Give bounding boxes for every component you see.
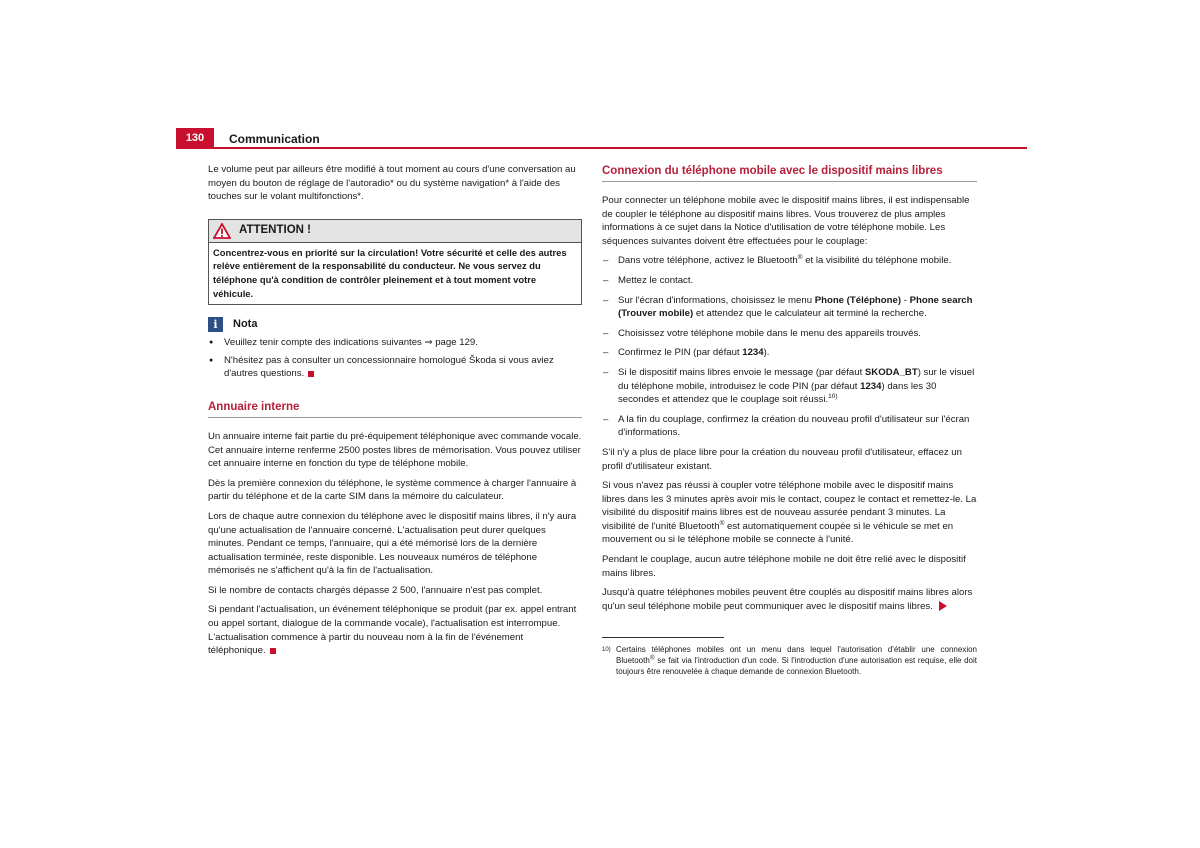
footnote-rule bbox=[602, 637, 724, 638]
pairing-steps bbox=[602, 254, 977, 440]
info-icon: i bbox=[208, 317, 223, 332]
end-marker-icon bbox=[270, 648, 276, 654]
note-item: ● N'hésitez pas à consulter un concessionnaire homologué Škoda si vous aviez d'autres questions. bbox=[208, 354, 582, 381]
footnote-text: Certains téléphones mobiles ont un menu dans lequel l'autorisation d'établir une connexion Bluetooth® se fait via l'introduction d'un code. Si l'introduction d'une autorisation est requise, elle doit toujours être renouvelée à chaque demande de connexion Bluetooth. bbox=[616, 645, 977, 676]
list-item: – Si le dispositif mains libres envoie le message (par défaut SKODA_BT) sur le visuel du téléphone mobile, introduisez le code PIN (par défaut 1234) dans les 30 secondes et attendez que le couplage soit réussi.$^{10)}$ bbox=[602, 366, 977, 407]
warning-triangle-icon bbox=[213, 223, 231, 239]
page-header bbox=[176, 128, 1027, 149]
footnote bbox=[602, 645, 977, 677]
list-item: – Sur l'écran d'informations, choisissez le menu Phone (Téléphone) - Phone search (Trouver mobile) et attendez que le calculateur ait terminé la recherche. bbox=[602, 294, 977, 321]
warning-header bbox=[209, 220, 581, 243]
volume-paragraph: Le volume peut par ailleurs être modifié à tout moment au cours d'une conversation au moyen du bouton de réglage de l'autoradio* ou du système navigation* à l'aide des touches sur le volant multifonctions*. bbox=[208, 164, 576, 203]
continue-arrow-icon bbox=[939, 601, 947, 611]
note-title: Nota bbox=[233, 317, 258, 330]
list-item: – Choisissez votre téléphone mobile dans le menu des appareils trouvés. bbox=[602, 327, 977, 341]
footnote-ref: 10) bbox=[828, 392, 838, 400]
profile-paragraph: S'il n'y a plus de place libre pour la création du nouveau profil d'utilisateur, effacez un profil d'utilisateur existant. bbox=[602, 446, 962, 472]
annuaire-paragraph: Dès la première connexion du téléphone, le système commence à charger l'annuaire à partir du téléphone et de la carte SIM dans la mémoire du calculateur. bbox=[208, 477, 577, 503]
list-item: – Dans votre téléphone, activez le Bluetooth® et la visibilité du téléphone mobile. bbox=[602, 254, 977, 268]
warning-box bbox=[208, 219, 582, 305]
four-phones-paragraph: Jusqu'à quatre téléphones mobiles peuvent être couplés au dispositif mains libres alors qu'un seul téléphone mobile peut communiquer avec le dispositif mains libres. bbox=[602, 587, 973, 612]
end-marker-icon bbox=[308, 371, 314, 377]
annuaire-paragraph: Si le nombre de contacts chargés dépasse 2 500, l'annuaire n'est pas complet. bbox=[208, 584, 543, 596]
annuaire-paragraph: Lors de chaque autre connexion du téléphone avec le dispositif mains libres, il n'y aura qu'une actualisation de l'annuaire concerné. L'actualisation peut durer quelques minutes. Pendant ce temps, l'annuaire, qui a été mémorisé lors de la dernière actualisation terminée, reste disponible. Les nouveaux numéros de téléphone mémorisés ne s'affichent qu'à la fin de l'actualisation. bbox=[208, 510, 577, 577]
annuaire-paragraph: Si pendant l'actualisation, un événement téléphonique se produit (par ex. appel entrant ou appel sortant, dialogue de la commande vocale), l'actualisation est interrompue. L'actualisation commence à partir du nouveau nom à la fin de l'événement téléphonique. bbox=[208, 604, 577, 657]
footnote-mark: 10) bbox=[602, 647, 611, 653]
note-item: ● Veuillez tenir compte des indications suivantes ⇒ page 129. bbox=[208, 336, 582, 350]
warning-title: ATTENTION ! bbox=[239, 223, 311, 236]
annuaire-paragraph: Un annuaire interne fait partie du pré-équipement téléphonique avec commande vocale. Cet annuaire interne renferme 2500 postes libres de mémorisation. Vous pouvez utiliser cet annuaire interne en fonction du type de téléphone mobile. bbox=[208, 430, 582, 470]
page-number: 130 bbox=[176, 128, 214, 149]
left-column bbox=[208, 163, 582, 664]
failure-paragraph: Si vous n'avez pas réussi à coupler votre téléphone mobile avec le dispositif mains libres dans les 3 minutes après avoir mis le contact, coupez le contact et remettez-le. La visibilité du dispositif mains libres est de nouveau assurée pendant 3 minutes. La visibilité de l'unité Bluetooth® est automatiquement coupée si le véhicule se met en mouvement ou si le téléphone mobile se connecte à l'unité. bbox=[602, 480, 977, 546]
connexion-heading: Connexion du téléphone mobile avec le dispositif mains libres bbox=[602, 163, 977, 182]
right-column bbox=[602, 163, 977, 619]
list-item: – A la fin du couplage, confirmez la création du nouveau profil d'utilisateur sur l'écran d'informations. bbox=[602, 413, 977, 440]
header-rule bbox=[214, 147, 1027, 149]
note-header bbox=[208, 317, 582, 332]
list-item: – Mettez le contact. bbox=[602, 274, 977, 288]
annuaire-heading: Annuaire interne bbox=[208, 399, 582, 418]
section-title: Communication bbox=[229, 132, 320, 146]
pairing-paragraph: Pendant le couplage, aucun autre téléphone mobile ne doit être relié avec le dispositif mains libres. bbox=[602, 554, 966, 579]
warning-text: Concentrez-vous en priorité sur la circulation! Votre sécurité et celle des autres relève entièrement de la responsabilité du conducteur. Ne vous servez du téléphone qu'à condition de contrôler pleinement et à tout moment votre véhicule. bbox=[213, 246, 567, 299]
list-item: – Confirmez le PIN (par défaut 1234). bbox=[602, 346, 977, 360]
connexion-intro: Pour connecter un téléphone mobile avec le dispositif mains libres, il est indispensable de coupler le téléphone au dispositif mains libres. Vous trouverez de plus amples informations à ce sujet dans la Notice d'utilisation de votre téléphone mobile. Les séquences suivantes doivent être effectuées pour le couplage: bbox=[602, 195, 970, 247]
